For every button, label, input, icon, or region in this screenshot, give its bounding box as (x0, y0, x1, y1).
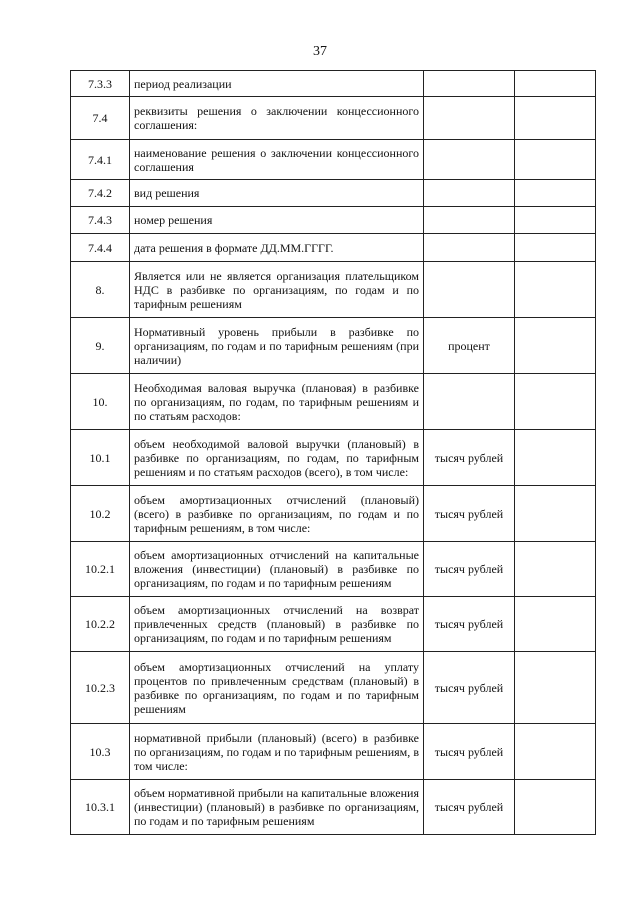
row-description: объем амортизационных отчислений (плановый) (всего) в разбивке по организациям, по годам и по тарифным решениям, в том числе: (130, 486, 424, 542)
row-number: 10.3 (71, 724, 130, 780)
row-description: объем необходимой валовой выручки (плановый) в разбивке по организациям, по годам, по тарифным решениям и по статьям расходов (всего), в том числе: (130, 430, 424, 486)
row-description: наименование решения о заключении концессионного соглашения (130, 140, 424, 180)
row-value-cell (515, 597, 596, 652)
row-value-cell (515, 430, 596, 486)
row-unit (424, 262, 515, 318)
table-row (71, 780, 596, 835)
row-unit (424, 71, 515, 97)
row-unit: тысяч рублей (424, 486, 515, 542)
table-row (71, 318, 596, 374)
row-number: 10.2.2 (71, 597, 130, 652)
row-description: объем амортизационных отчислений на капитальные вложения (инвестиции) (плановый) в разбивке по организациям, по годам и по тарифным решениям (130, 542, 424, 597)
row-value-cell (515, 97, 596, 140)
row-description: реквизиты решения о заключении концессионного соглашения: (130, 97, 424, 140)
row-unit (424, 97, 515, 140)
table-row (71, 262, 596, 318)
row-number: 7.4.1 (71, 140, 130, 180)
row-value-cell (515, 140, 596, 180)
row-unit (424, 207, 515, 234)
row-unit: процент (424, 318, 515, 374)
row-unit: тысяч рублей (424, 652, 515, 724)
row-number: 7.4.4 (71, 234, 130, 262)
row-description: дата решения в формате ДД.ММ.ГГГГ. (130, 234, 424, 262)
table-row (71, 140, 596, 180)
table-row (71, 97, 596, 140)
table-row (71, 71, 596, 97)
row-unit: тысяч рублей (424, 724, 515, 780)
row-description: объем амортизационных отчислений на возврат привлеченных средств (плановый) в разбивке по организациям, по годам и по тарифным решениям (130, 597, 424, 652)
table-row (71, 234, 596, 262)
row-unit (424, 234, 515, 262)
row-number: 10.1 (71, 430, 130, 486)
row-value-cell (515, 724, 596, 780)
row-number: 7.4.2 (71, 180, 130, 207)
row-number: 10.3.1 (71, 780, 130, 835)
row-number: 9. (71, 318, 130, 374)
row-description: период реализации (130, 71, 424, 97)
row-value-cell (515, 207, 596, 234)
table-row (71, 724, 596, 780)
table-row (71, 652, 596, 724)
table-row (71, 430, 596, 486)
row-number: 7.4.3 (71, 207, 130, 234)
row-description: номер решения (130, 207, 424, 234)
row-description: Является или не является организация плательщиком НДС в разбивке по организациям, по годам и по тарифным решениям (130, 262, 424, 318)
row-number: 10.2 (71, 486, 130, 542)
row-value-cell (515, 780, 596, 835)
row-value-cell (515, 374, 596, 430)
row-unit: тысяч рублей (424, 780, 515, 835)
data-table (70, 70, 596, 835)
table-row (71, 207, 596, 234)
row-number: 10.2.1 (71, 542, 130, 597)
row-description: нормативной прибыли (плановый) (всего) в разбивке по организациям, по годам и по тарифным решениям, в том числе: (130, 724, 424, 780)
row-number: 10. (71, 374, 130, 430)
row-description: Нормативный уровень прибыли в разбивке по организациям, по годам и по тарифным решениям (при наличии) (130, 318, 424, 374)
row-description: объем амортизационных отчислений на уплату процентов по привлеченным средствам (плановый) в разбивке по организациям, по годам и по тарифным решениям (130, 652, 424, 724)
row-value-cell (515, 234, 596, 262)
row-value-cell (515, 180, 596, 207)
row-value-cell (515, 318, 596, 374)
row-description: вид решения (130, 180, 424, 207)
row-unit: тысяч рублей (424, 430, 515, 486)
table-row (71, 542, 596, 597)
row-number: 7.4 (71, 97, 130, 140)
row-number: 7.3.3 (71, 71, 130, 97)
row-value-cell (515, 486, 596, 542)
table-row (71, 597, 596, 652)
table-row (71, 486, 596, 542)
row-unit (424, 180, 515, 207)
row-description: объем нормативной прибыли на капитальные вложения (инвестиции) (плановый) в разбивке по организациям, по годам и по тарифным решениям (130, 780, 424, 835)
row-value-cell (515, 542, 596, 597)
row-unit: тысяч рублей (424, 542, 515, 597)
table-row (71, 374, 596, 430)
row-value-cell (515, 71, 596, 97)
row-unit (424, 374, 515, 430)
row-value-cell (515, 262, 596, 318)
row-unit: тысяч рублей (424, 597, 515, 652)
row-description: Необходимая валовая выручка (плановая) в разбивке по организациям, по годам, по тарифным решениям и по статьям расходов: (130, 374, 424, 430)
table-row (71, 180, 596, 207)
row-value-cell (515, 652, 596, 724)
row-number: 8. (71, 262, 130, 318)
row-unit (424, 140, 515, 180)
page-number: 37 (313, 44, 327, 59)
row-number: 10.2.3 (71, 652, 130, 724)
